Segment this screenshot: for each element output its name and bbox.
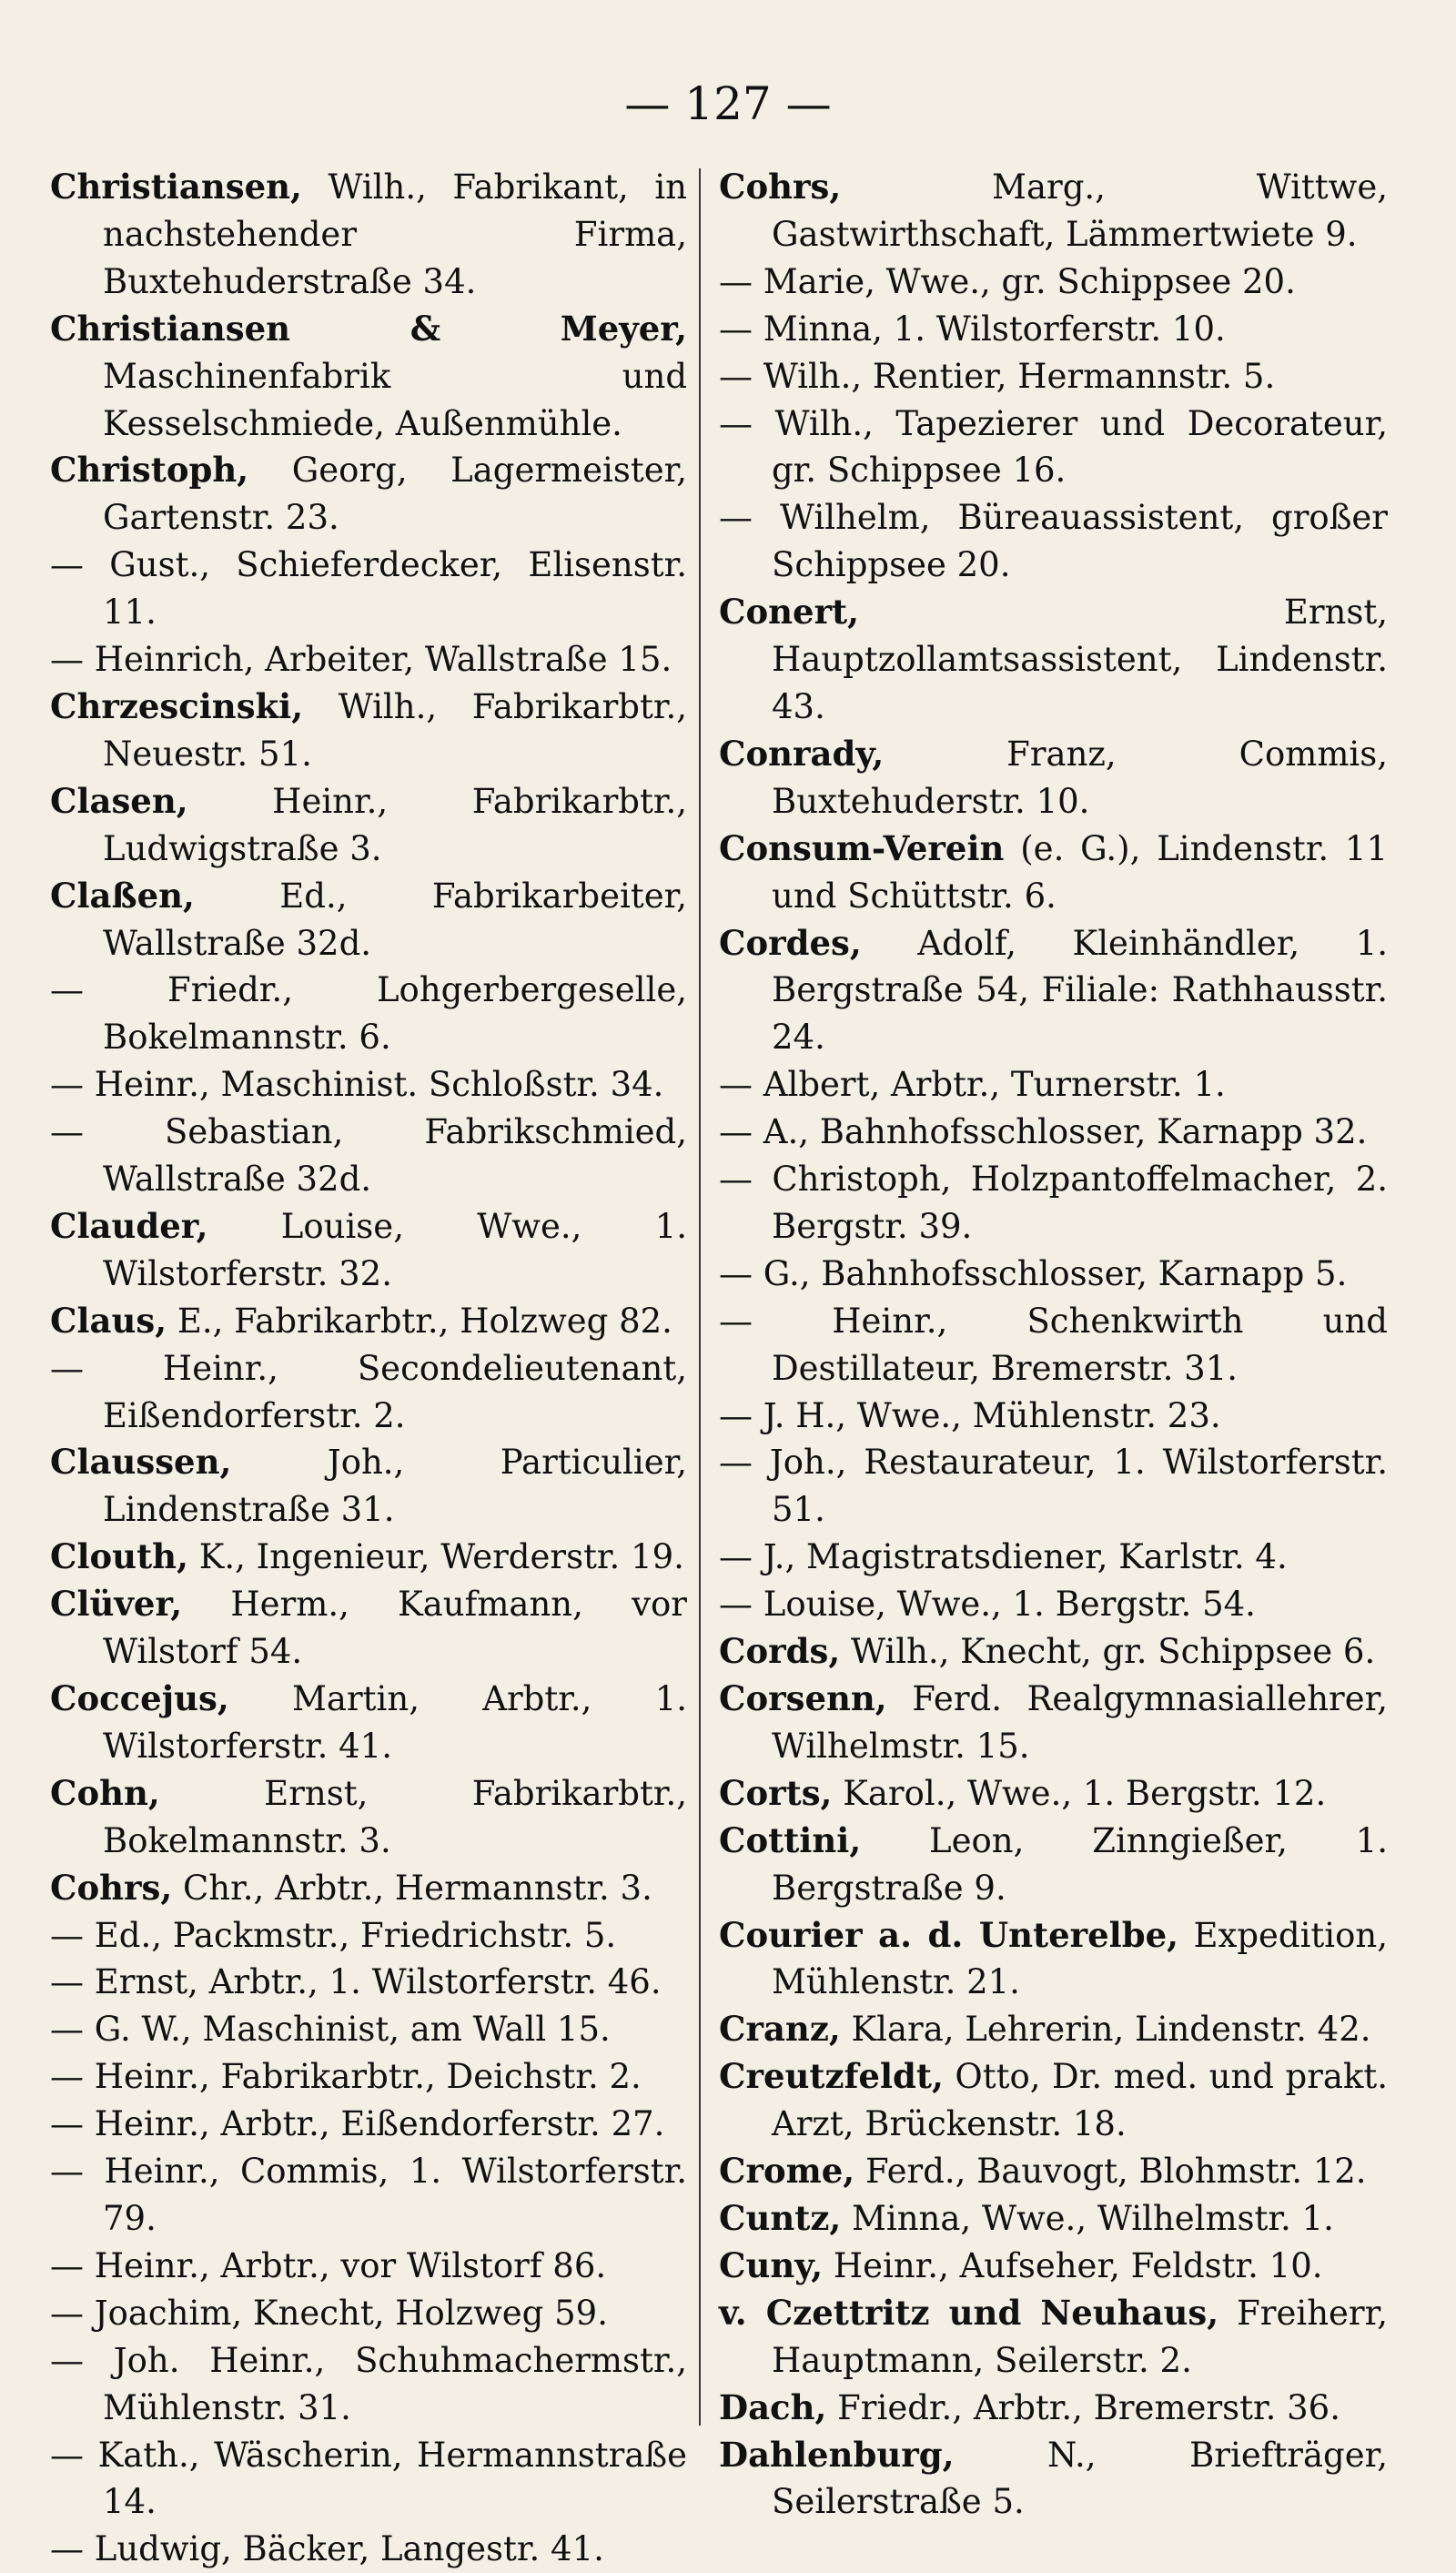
directory-entry <box>50 2148 687 2243</box>
entry-name: Conert, <box>719 592 860 633</box>
directory-entry <box>50 1203 687 1298</box>
entry-details: — Heinr., Fabrikarbtr., Deichstr. 2. <box>50 2057 642 2097</box>
entry-name: Consum-Verein <box>719 827 1005 868</box>
directory-entry <box>719 2195 1388 2243</box>
entry-details: Klara, Lehrerin, Lindenstr. 42. <box>840 2010 1371 2050</box>
entry-details: Friedr., Arbtr., Bremerstr. 36. <box>826 2387 1340 2427</box>
entry-details: — Heinr., Secondelieutenant, Eißendorferstr. 2. <box>50 1348 687 1435</box>
directory-entry <box>50 778 687 873</box>
entry-name: Chrzescinski, <box>50 685 304 726</box>
entry-details: — Heinr., Arbtr., vor Wilstorf 86. <box>50 2245 607 2285</box>
directory-entry <box>719 1676 1388 1770</box>
directory-entry <box>719 306 1388 353</box>
entry-details: — Minna, 1. Wilstorferstr. 10. <box>719 309 1226 349</box>
directory-entry <box>719 164 1388 258</box>
entry-details: — Wilhelm, Büreauassistent, großer Schippsee 20. <box>719 498 1388 585</box>
directory-entry <box>50 1581 687 1676</box>
entry-details: Chr., Arbtr., Hermannstr. 3. <box>172 1868 652 1908</box>
entry-name: Cohrs, <box>719 167 842 207</box>
directory-entry <box>719 258 1388 306</box>
entry-details: — J., Magistratsdiener, Karlstr. 4. <box>719 1537 1288 1577</box>
directory-entry <box>50 636 687 684</box>
directory-entry <box>719 2053 1388 2148</box>
directory-entry <box>719 1912 1388 2007</box>
page-number: — 127 — <box>624 77 832 130</box>
entry-details: Freiherr, Hauptmann, Seilerstr. 2. <box>772 2293 1388 2380</box>
entry-name: Clouth, <box>50 1536 188 1577</box>
directory-entry <box>719 2432 1388 2527</box>
entry-details: — Sebastian, Fabrikschmied, Wallstraße 32d. <box>50 1112 687 1200</box>
entry-name: Cuny, <box>719 2244 824 2285</box>
entry-details: — Wilh., Tapezierer und Decorateur, gr. Schippsee 16. <box>719 403 1388 491</box>
entry-details: — Ed., Packmstr., Friedrichstr. 5. <box>50 1915 617 1955</box>
entry-details: — Friedr., Lohgerbergeselle, Bokelmannstr. 6. <box>50 970 687 1058</box>
entry-name: Cohn, <box>50 1772 160 1813</box>
entry-details: — Joachim, Knecht, Holzweg 59. <box>50 2293 608 2333</box>
entry-details: — J. H., Wwe., Mühlenstr. 23. <box>719 1395 1221 1435</box>
directory-entry <box>719 731 1388 826</box>
entry-details: Minna, Wwe., Wilhelmstr. 1. <box>841 2198 1334 2238</box>
entry-details: — Joh. Heinr., Schuhmachermstr., Mühlenstr. 31. <box>50 2340 687 2427</box>
entry-details: Louise, Wwe., 1. Wilstorferstr. 32. <box>103 1206 687 1293</box>
entry-details: Ernst, Hauptzollamtsassistent, Lindenstr. 43. <box>772 593 1388 726</box>
directory-entry <box>50 2526 687 2573</box>
directory-entry <box>719 2290 1388 2385</box>
directory-entry <box>50 873 687 967</box>
entry-details: Wilh., Fabrikarbtr., Neuestr. 51. <box>103 686 687 774</box>
right-column <box>719 164 1388 2522</box>
entry-details: Expedition, Mühlenstr. 21. <box>772 1915 1388 2002</box>
entry-name: Christiansen, <box>50 167 302 207</box>
directory-entry <box>719 1439 1388 1534</box>
entry-name: Claus, <box>50 1300 167 1341</box>
directory-entry <box>50 2006 687 2053</box>
directory-entry <box>719 2006 1388 2053</box>
directory-entry <box>50 164 687 306</box>
entry-details: Leon, Zinngießer, 1. Bergstraße 9. <box>772 1820 1388 1908</box>
entry-details: Marg., Wittwe, Gastwirthschaft, Lämmertwiete 9. <box>772 167 1388 254</box>
column-divider <box>699 168 701 2426</box>
directory-entry <box>719 1770 1388 1818</box>
directory-entry <box>719 1628 1388 1676</box>
entry-details: Adolf, Kleinhändler, 1. Bergstraße 54, Filiale: Rathhausstr. 24. <box>772 923 1388 1058</box>
entry-details: Heinr., Aufseher, Feldstr. 10. <box>823 2245 1323 2285</box>
entry-details: Ernst, Fabrikarbtr., Bokelmannstr. 3. <box>103 1773 687 1860</box>
entry-details: — Ernst, Arbtr., 1. Wilstorferstr. 46. <box>50 1962 662 2002</box>
entry-name: Corts, <box>719 1772 833 1813</box>
directory-entry <box>50 2243 687 2290</box>
entry-details: (e. G.), Lindenstr. 11 und Schüttstr. 6. <box>772 828 1388 916</box>
directory-entry <box>719 1393 1388 1440</box>
directory-entry <box>50 1109 687 1203</box>
entry-details: Martin, Arbtr., 1. Wilstorferstr. 41. <box>103 1679 687 1766</box>
directory-entry <box>50 1345 687 1440</box>
directory-entry <box>50 1298 687 1345</box>
entry-details: Karol., Wwe., 1. Bergstr. 12. <box>832 1773 1327 1813</box>
entry-details: Joh., Particulier, Lindenstraße 31. <box>103 1443 687 1530</box>
entry-details: Wilh., Fabrikant, in nachstehender Firma, Buxtehuderstraße 34. <box>103 167 687 301</box>
directory-entry <box>50 2290 687 2337</box>
directory-entry <box>50 1912 687 1960</box>
entry-name: Clüver, <box>50 1584 183 1625</box>
directory-entry <box>50 1534 687 1581</box>
entry-details: — A., Bahnhofsschlosser, Karnapp 32. <box>719 1112 1368 1152</box>
directory-entry <box>50 1770 687 1865</box>
directory-entry <box>719 1298 1388 1393</box>
directory-entry <box>50 542 687 636</box>
entry-details: — Christoph, Holzpantoffelmacher, 2. Bergstr. 39. <box>719 1160 1388 1246</box>
entry-name: Cords, <box>719 1631 841 1672</box>
entry-details: Ferd., Bauvogt, Blohmstr. 12. <box>854 2152 1367 2192</box>
entry-name: Cohrs, <box>50 1867 173 1908</box>
directory-entry <box>50 447 687 542</box>
directory-entry <box>719 2385 1388 2432</box>
directory-entry <box>719 1061 1388 1109</box>
entry-name: Dahlenburg, <box>719 2434 955 2475</box>
directory-entry <box>50 2432 687 2527</box>
entry-name: Corsenn, <box>719 1678 887 1718</box>
entry-name: Courier a. d. Unterelbe, <box>719 1914 1179 1955</box>
entry-name: Christiansen & Meyer, <box>50 308 687 349</box>
entry-details: — Wilh., Rentier, Hermannstr. 5. <box>719 356 1276 396</box>
entry-name: Claussen, <box>50 1442 232 1483</box>
entry-name: Dach, <box>719 2386 827 2427</box>
directory-entry <box>50 1439 687 1534</box>
entry-details: — G. W., Maschinist, am Wall 15. <box>50 2010 611 2050</box>
directory-entry <box>719 826 1388 920</box>
entry-details: Herm., Kaufmann, vor Wilstorf 54. <box>103 1585 687 1672</box>
directory-entry <box>50 2337 687 2432</box>
entry-details: — G., Bahnhofsschlosser, Karnapp 5. <box>719 1253 1348 1293</box>
directory-entry <box>50 2101 687 2148</box>
directory-entry <box>50 1959 687 2006</box>
entry-name: v. Czettritz und Neuhaus, <box>719 2292 1219 2333</box>
entry-details: Otto, Dr. med. und prakt. Arzt, Brückenstr. 18. <box>772 2057 1388 2144</box>
entry-name: Claßen, <box>50 875 195 916</box>
entry-details: E., Fabrikarbtr., Holzweg 82. <box>167 1301 672 1341</box>
entry-details: — Gust., Schieferdecker, Elisenstr. 11. <box>50 545 687 633</box>
directory-entry <box>719 920 1388 1062</box>
entry-details: Heinr., Fabrikarbtr., Ludwigstraße 3. <box>103 781 687 868</box>
directory-entry <box>719 1156 1388 1251</box>
entry-name: Cottini, <box>719 1819 862 1860</box>
directory-entry <box>719 353 1388 400</box>
left-column <box>50 164 687 2569</box>
entry-details: — Joh., Restaurateur, 1. Wilstorferstr. 51. <box>719 1443 1388 1530</box>
directory-entry <box>719 400 1388 495</box>
entry-details: — Heinr., Schenkwirth und Destillateur, Bremerstr. 31. <box>719 1301 1388 1388</box>
directory-entry <box>719 1581 1388 1628</box>
entry-details: — Louise, Wwe., 1. Bergstr. 54. <box>719 1585 1256 1625</box>
entry-name: Creutzfeldt, <box>719 2056 944 2097</box>
directory-entry <box>50 1061 687 1109</box>
entry-details: Ferd. Realgymnasiallehrer, Wilhelmstr. 15. <box>772 1679 1388 1766</box>
directory-entry <box>50 2053 687 2101</box>
directory-entry <box>50 1865 687 1912</box>
entry-name: Clasen, <box>50 780 188 821</box>
directory-entry <box>719 1818 1388 1912</box>
entry-details: K., Ingenieur, Werderstr. 19. <box>187 1537 684 1577</box>
entry-details: — Heinr., Commis, 1. Wilstorferstr. 79. <box>50 2152 687 2238</box>
entry-details: — Albert, Arbtr., Turnerstr. 1. <box>719 1065 1226 1105</box>
directory-entry <box>719 1534 1388 1581</box>
directory-entry <box>719 494 1388 589</box>
entry-name: Clauder, <box>50 1205 208 1246</box>
entry-name: Cordes, <box>719 922 862 963</box>
directory-entry <box>719 2243 1388 2290</box>
entry-details: Wilh., Knecht, gr. Schippsee 6. <box>840 1632 1376 1672</box>
entry-details: — Heinr., Maschinist. Schloßstr. 34. <box>50 1065 664 1105</box>
directory-entry <box>50 684 687 778</box>
directory-entry <box>719 1251 1388 1298</box>
entry-details: N., Briefträger, Seilerstraße 5. <box>772 2435 1388 2522</box>
entry-details: Ed., Fabrikarbeiter, Wallstraße 32d. <box>103 876 687 963</box>
entry-details: Maschinenfabrik und Kesselschmiede, Außenmühle. <box>103 356 687 443</box>
entry-name: Christoph, <box>50 450 249 491</box>
entry-details: — Kath., Wäscherin, Hermannstraße 14. <box>50 2435 687 2522</box>
entry-name: Cuntz, <box>719 2197 842 2238</box>
directory-entry <box>719 2148 1388 2195</box>
directory-entry <box>50 967 687 1061</box>
entry-name: Coccejus, <box>50 1678 229 1718</box>
entry-name: Crome, <box>719 2151 855 2192</box>
directory-entry <box>50 306 687 448</box>
entry-details: — Marie, Wwe., gr. Schippsee 20. <box>719 261 1296 301</box>
entry-details: — Heinr., Arbtr., Eißendorferstr. 27. <box>50 2104 665 2144</box>
directory-entry <box>719 589 1388 731</box>
entry-name: Conrady, <box>719 733 885 774</box>
entry-details: Franz, Commis, Buxtehuderstr. 10. <box>772 734 1388 821</box>
entry-details: — Ludwig, Bäcker, Langestr. 41. <box>50 2529 604 2569</box>
directory-entry <box>50 1676 687 1770</box>
entry-details: Georg, Lagermeister, Gartenstr. 23. <box>103 451 687 538</box>
entry-name: Cranz, <box>719 2009 841 2050</box>
directory-entry <box>719 1109 1388 1156</box>
entry-details: — Heinrich, Arbeiter, Wallstraße 15. <box>50 640 672 680</box>
